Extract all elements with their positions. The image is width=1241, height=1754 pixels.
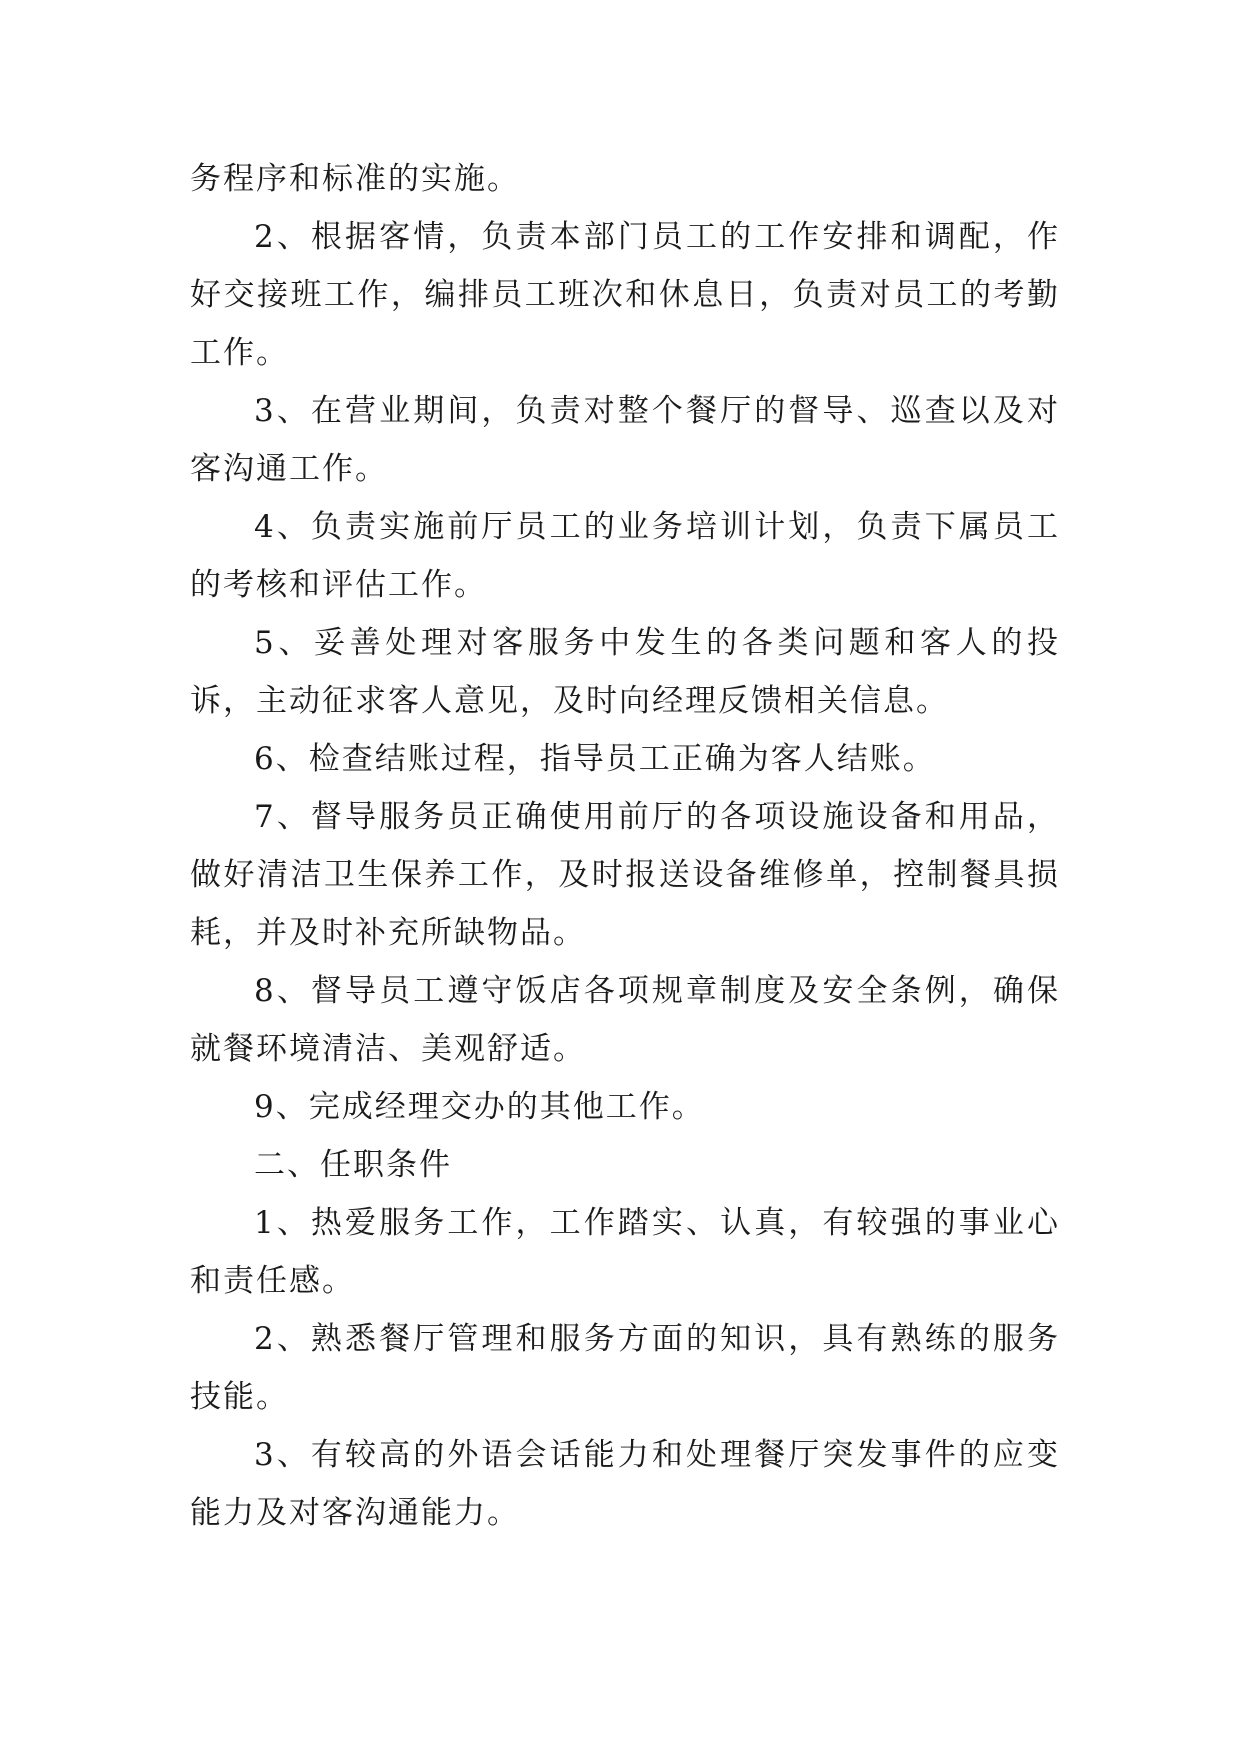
duty-item-5: 5、妥善处理对客服务中发生的各类问题和客人的投诉，主动征求客人意见，及时向经理反馈相关信息。 bbox=[190, 625, 1060, 719]
duty-item-8: 8、督导员工遵守饭店各项规章制度及安全条例，确保就餐环境清洁、美观舒适。 bbox=[190, 973, 1060, 1067]
duty-item-4: 4、负责实施前厅员工的业务培训计划，负责下属员工的考核和评估工作。 bbox=[190, 509, 1060, 603]
duty-item-3: 3、在营业期间，负责对整个餐厅的督导、巡查以及对客沟通工作。 bbox=[190, 393, 1060, 487]
duty-item-2: 2、根据客情，负责本部门员工的工作安排和调配，作好交接班工作，编排员工班次和休息日，负责对员工的考勤工作。 bbox=[190, 219, 1060, 371]
qualification-item-1: 1、热爱服务工作，工作踏实、认真，有较强的事业心和责任感。 bbox=[190, 1205, 1060, 1299]
section-heading-qualifications: 二、任职条件 bbox=[254, 1147, 452, 1183]
duty-item-7: 7、督导服务员正确使用前厅的各项设施设备和用品，做好清洁卫生保养工作，及时报送设备维修单，控制餐具损耗，并及时补充所缺物品。 bbox=[190, 799, 1060, 951]
qualification-item-3: 3、有较高的外语会话能力和处理餐厅突发事件的应变能力及对客沟通能力。 bbox=[190, 1437, 1060, 1531]
document-page bbox=[190, 150, 1060, 1542]
qualification-item-2: 2、熟悉餐厅管理和服务方面的知识，具有熟练的服务技能。 bbox=[190, 1321, 1060, 1415]
duty-item-9: 9、完成经理交办的其他工作。 bbox=[254, 1089, 705, 1125]
paragraph-continuation: 务程序和标准的实施。 bbox=[190, 161, 520, 197]
duty-item-6: 6、检查结账过程，指导员工正确为客人结账。 bbox=[254, 741, 936, 777]
